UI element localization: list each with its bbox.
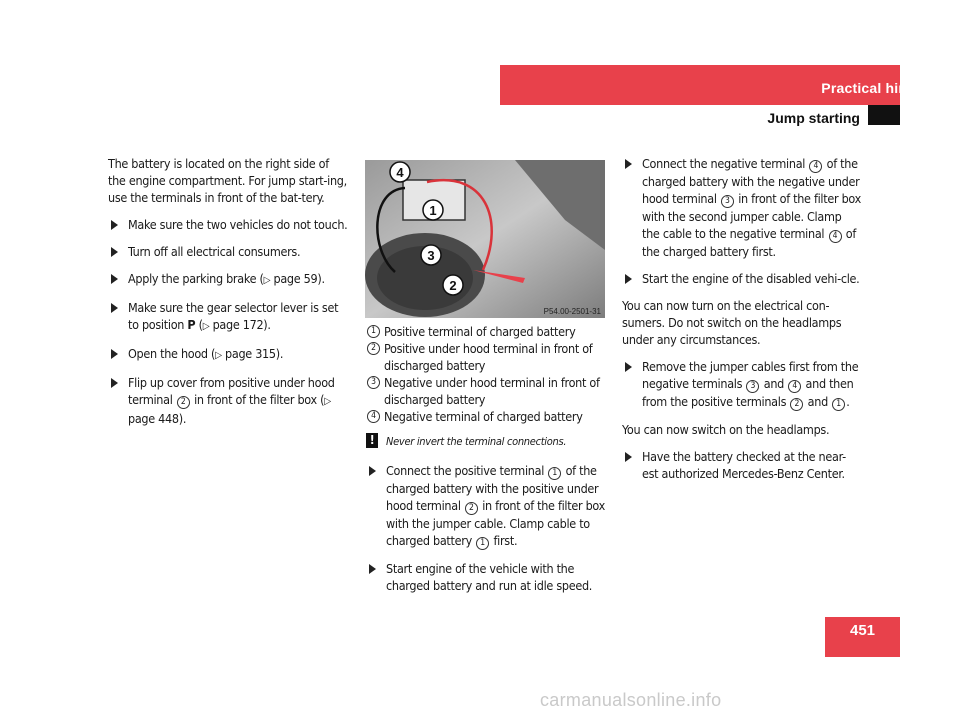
instruction-step: Connect the positive terminal 1 of the charged battery with the positive under hood terminal 2 in front of the filter box with the jumper cable. Clamp cable to charged battery 1 first.	[366, 462, 606, 550]
illustration-ref-code: P54.00-2501-31	[543, 307, 601, 316]
page-ref-arrow-icon: ▷	[202, 321, 210, 332]
instruction-step: Have the battery checked at the near-est authorized Mercedes-Benz Center.	[622, 448, 862, 482]
instruction-step: Flip up cover from positive under hood terminal 2 in front of the filter box (▷ page 448).	[108, 374, 348, 427]
callout-number: 1	[367, 325, 380, 338]
right-steps-c	[622, 448, 862, 482]
bullet-arrow-icon	[111, 247, 118, 257]
callout-number: 1	[548, 467, 561, 480]
bullet-arrow-icon	[625, 452, 632, 462]
instruction-step: Start the engine of the disabled vehi-cle.	[622, 270, 862, 287]
instruction-step: Turn off all electrical consumers.	[108, 243, 348, 260]
callout-2: 2	[449, 278, 457, 293]
legend-text: Negative under hood terminal in front of discharged battery	[384, 375, 600, 407]
warning-note	[366, 433, 606, 450]
bullet-arrow-icon	[369, 466, 376, 476]
bullet-arrow-icon	[625, 274, 632, 284]
battery-illustration	[365, 160, 605, 318]
callout-number: 4	[829, 230, 842, 243]
page-title: Jump starting	[767, 110, 860, 126]
bullet-arrow-icon	[111, 303, 118, 313]
header-marker	[868, 105, 900, 125]
middle-column	[366, 323, 606, 604]
left-column	[108, 155, 348, 437]
bullet-arrow-icon	[625, 362, 632, 372]
legend-text: Positive under hood terminal in front of discharged battery	[384, 341, 593, 373]
callout-3: 3	[427, 248, 435, 263]
legend-item	[366, 340, 606, 374]
callout-number: 3	[721, 195, 734, 208]
warning-icon: !	[366, 433, 378, 448]
callout-1: 1	[429, 203, 437, 218]
legend-item	[366, 408, 606, 425]
callout-number: 4	[367, 410, 380, 423]
callout-number: 2	[465, 502, 478, 515]
callout-number: 2	[790, 398, 803, 411]
instruction-step: Open the hood (▷ page 315).	[108, 345, 348, 364]
callout-number: 1	[832, 398, 845, 411]
bullet-arrow-icon	[111, 349, 118, 359]
bullet-arrow-icon	[369, 564, 376, 574]
section-title: Practical hints	[821, 80, 920, 96]
instruction-step: Make sure the two vehicles do not touch.	[108, 216, 348, 233]
callout-number: 2	[177, 396, 190, 409]
legend-text: Positive terminal of charged battery	[384, 324, 576, 339]
intro-paragraph: The battery is located on the right side of the engine compartment. For jump start-ing, use the terminals in front of the bat-tery.	[108, 156, 347, 205]
consumers-paragraph: You can now turn on the electrical con-sumers. Do not switch on the headlamps under any circumstances.	[622, 298, 842, 347]
right-steps-a	[622, 155, 862, 287]
right-column	[622, 155, 862, 492]
bullet-arrow-icon	[111, 378, 118, 388]
legend-item	[366, 374, 606, 408]
instruction-step: Make sure the gear selector lever is set to position P (▷ page 172).	[108, 299, 348, 335]
legend-text: Negative terminal of charged battery	[384, 409, 583, 424]
callout-number: 2	[367, 342, 380, 355]
callout-number: 3	[367, 376, 380, 389]
middle-steps	[366, 462, 606, 594]
warning-text: Never invert the terminal connections.	[386, 435, 567, 448]
right-steps-b	[622, 358, 862, 411]
instruction-step: Remove the jumper cables first from the negative terminals 3 and 4 and then from the positive terminals 2 and 1 .	[622, 358, 862, 411]
legend-item	[366, 323, 606, 340]
callout-number: 1	[476, 537, 489, 550]
legend-list	[366, 323, 606, 425]
left-steps	[108, 216, 348, 427]
callout-number: 4	[809, 160, 822, 173]
callout-number: 3	[746, 380, 759, 393]
page-ref-arrow-icon: ▷	[263, 275, 271, 286]
instruction-step: Connect the negative terminal 4 of the charged battery with the negative under hood terminal 3 in front of the filter box with the second jumper cable. Clamp the cable to the negative terminal 4 of the charged battery first.	[622, 155, 862, 260]
page-ref-arrow-icon: ▷	[324, 396, 331, 407]
bold-text: P	[187, 317, 196, 332]
bullet-arrow-icon	[625, 159, 632, 169]
bullet-arrow-icon	[111, 274, 118, 284]
bullet-arrow-icon	[111, 220, 118, 230]
page-ref-arrow-icon: ▷	[215, 350, 222, 361]
watermark: carmanualsonline.info	[540, 690, 722, 710]
instruction-step: Apply the parking brake (▷ page 59).	[108, 270, 348, 289]
callout-4: 4	[396, 165, 404, 180]
instruction-step: Start engine of the vehicle with the charged battery and run at idle speed.	[366, 560, 606, 594]
page-number: 451	[849, 622, 876, 639]
headlamps-paragraph: You can now switch on the headlamps.	[622, 422, 830, 437]
callout-number: 4	[788, 380, 801, 393]
